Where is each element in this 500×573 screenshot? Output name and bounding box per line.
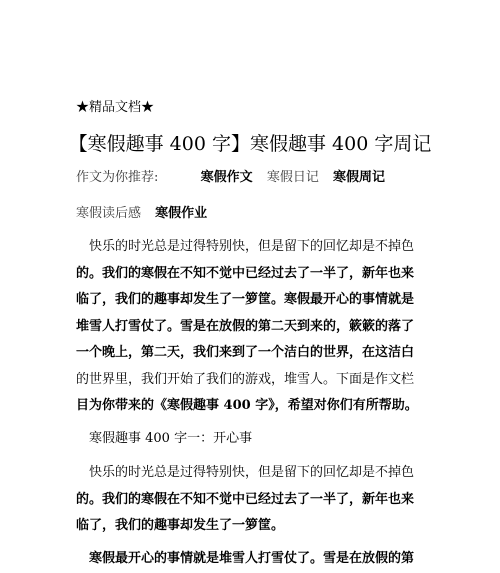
section-heading	[76, 426, 426, 453]
paragraph-line: 的。我们的寒假在不知不觉中已经过去了一半了，新年也来	[76, 491, 415, 507]
recommendation-row	[76, 169, 385, 187]
recommend-link-winter-weekly[interactable]: 寒假周记	[332, 170, 385, 185]
document-title: 【寒假趣事 400 字】寒假趣事 400 字周记	[68, 133, 432, 155]
quality-badge: ★精品文档★	[76, 100, 155, 115]
recommend-link-winter-diary[interactable]: 寒假日记	[266, 170, 319, 185]
paragraph-line: 的世界里，我们开始了我们的游戏，堆雪人。下面是作文栏	[76, 371, 415, 387]
paragraph-line: 堆雪人打雪仗了。雪是在放假的第二天到来的，簌簌的落了	[76, 318, 415, 334]
paragraph-line: 临了，我们的趣事却发生了一箩筐。寒假最开心的事情就是	[76, 292, 415, 307]
recommendation-row-2	[76, 205, 207, 223]
paragraph-line: 一个晚上，第二天，我们来到了一个洁白的世界，在这洁白	[76, 345, 415, 360]
recommend-link-winter-essay[interactable]: 寒假作文	[200, 170, 253, 185]
section-heading-text: 寒假趣事 400 字一：开心事	[89, 431, 253, 446]
cut-off-paragraph	[76, 546, 426, 573]
paragraph-line: 目为你带来的《寒假趣事 400 字》，希望对你们有所帮助。	[76, 398, 418, 413]
recommend-label: 作文为你推荐:	[76, 170, 159, 185]
recommend-link-homework[interactable]: 寒假作业	[155, 206, 208, 221]
paragraph-line: 寒假最开心的事情就是堆雪人打雪仗了。雪是在放假的第	[89, 551, 415, 566]
paragraph-line: 临了，我们的趣事却发生了一箩筐。	[76, 518, 285, 533]
intro-paragraph	[76, 234, 426, 420]
recommend-link-reading-notes[interactable]: 寒假读后感	[76, 206, 142, 221]
paragraph-line: 快乐的时光总是过得特别快，但是留下的回忆却是不掉色	[89, 465, 415, 480]
paragraph-line: 快乐的时光总是过得特别快，但是留下的回忆却是不掉色	[89, 239, 415, 254]
paragraph-line: 的。我们的寒假在不知不觉中已经过去了一半了，新年也来	[76, 265, 415, 281]
section-paragraph	[76, 460, 426, 540]
